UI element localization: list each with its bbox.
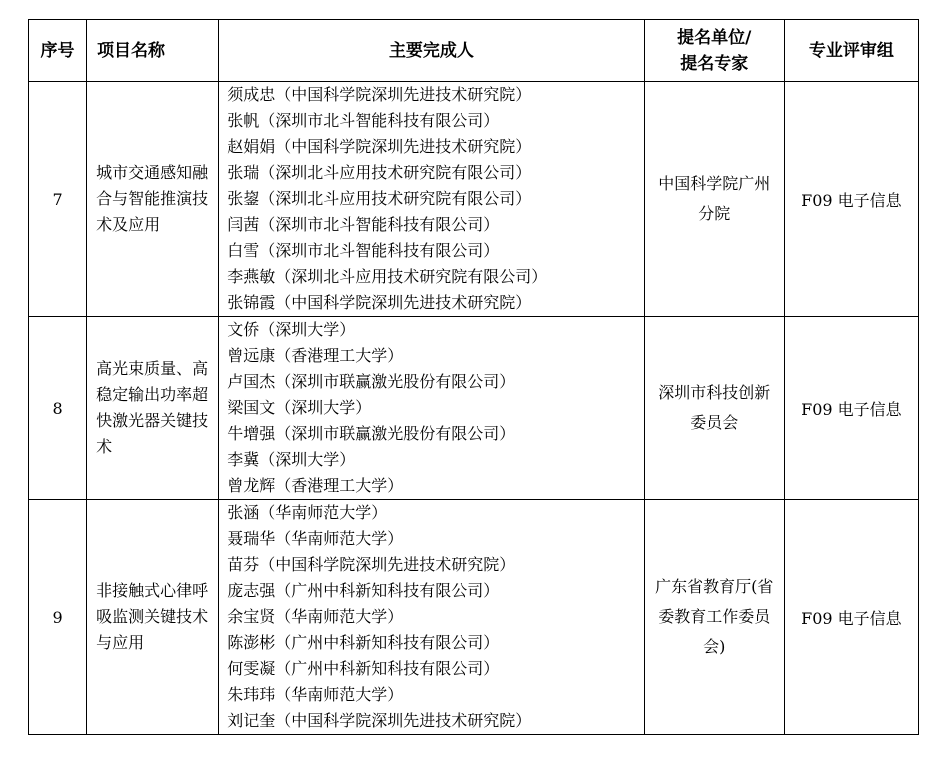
table-row [29, 82, 919, 317]
contributors-cell [219, 82, 644, 317]
contributor: 牛增强（深圳市联赢激光股份有限公司） [227, 424, 516, 443]
header-no: 序号 [29, 20, 87, 82]
review-group: F09 电子信息 [784, 82, 918, 317]
contributor: 闫茜（深圳市北斗智能科技有限公司） [227, 215, 500, 234]
contributors-cell [219, 500, 644, 735]
contributor: 余宝贤（华南师范大学） [227, 607, 404, 626]
contributor: 聂瑞华（华南师范大学） [227, 529, 404, 548]
contributor: 陈澎彬（广州中科新知科技有限公司） [227, 633, 500, 652]
project-name: 非接触式心律呼吸监测关键技术与应用 [87, 500, 219, 735]
contributor: 曾远康（香港理工大学） [227, 346, 404, 365]
contributor: 何雯凝（广州中科新知科技有限公司） [227, 659, 500, 678]
contributor: 张涵（华南师范大学） [227, 503, 388, 522]
header-nominator [644, 20, 784, 82]
contributor: 李冀（深圳大学） [227, 450, 356, 469]
contributor: 赵娟娟（中国科学院深圳先进技术研究院） [227, 137, 532, 156]
review-group: F09 电子信息 [784, 317, 918, 500]
contributor: 曾龙辉（香港理工大学） [227, 476, 404, 495]
table-row [29, 500, 919, 735]
row-number: 9 [29, 500, 87, 735]
header-nominator-line1: 提名单位/ [677, 27, 752, 48]
contributor: 刘记奎（中国科学院深圳先进技术研究院） [227, 711, 532, 730]
contributor: 庞志强（广州中科新知科技有限公司） [227, 581, 500, 600]
contributor: 张锦霞（中国科学院深圳先进技术研究院） [227, 293, 532, 312]
nominator: 中国科学院广州分院 [644, 82, 784, 317]
contributor: 张瑞（深圳北斗应用技术研究院有限公司） [227, 163, 532, 182]
project-name: 高光束质量、高稳定输出功率超快激光器关键技术 [87, 317, 219, 500]
contributor: 张帆（深圳市北斗智能科技有限公司） [227, 111, 500, 130]
header-nominator-line2: 提名专家 [680, 53, 749, 74]
review-group: F09 电子信息 [784, 500, 918, 735]
nominator: 深圳市科技创新委员会 [644, 317, 784, 500]
contributor: 苗芬（中国科学院深圳先进技术研究院） [227, 555, 516, 574]
contributor: 梁国文（深圳大学） [227, 398, 372, 417]
header-review-group: 专业评审组 [784, 20, 918, 82]
header-project-name: 项目名称 [87, 20, 219, 82]
award-table [28, 19, 919, 735]
contributor: 李燕敏（深圳北斗应用技术研究院有限公司） [227, 267, 548, 286]
contributors-cell [219, 317, 644, 500]
row-number: 7 [29, 82, 87, 317]
header-row [29, 20, 919, 82]
project-name: 城市交通感知融合与智能推演技术及应用 [87, 82, 219, 317]
contributor: 卢国杰（深圳市联赢激光股份有限公司） [227, 372, 516, 391]
row-number: 8 [29, 317, 87, 500]
contributor: 白雪（深圳市北斗智能科技有限公司） [227, 241, 500, 260]
table-row [29, 317, 919, 500]
contributor: 张鋆（深圳北斗应用技术研究院有限公司） [227, 189, 532, 208]
contributor: 朱玮玮（华南师范大学） [227, 685, 404, 704]
contributor: 须成忠（中国科学院深圳先进技术研究院） [227, 85, 532, 104]
nominator: 广东省教育厅(省委教育工作委员会) [644, 500, 784, 735]
header-main-contributors: 主要完成人 [219, 20, 644, 82]
contributor: 文侨（深圳大学） [227, 320, 356, 339]
